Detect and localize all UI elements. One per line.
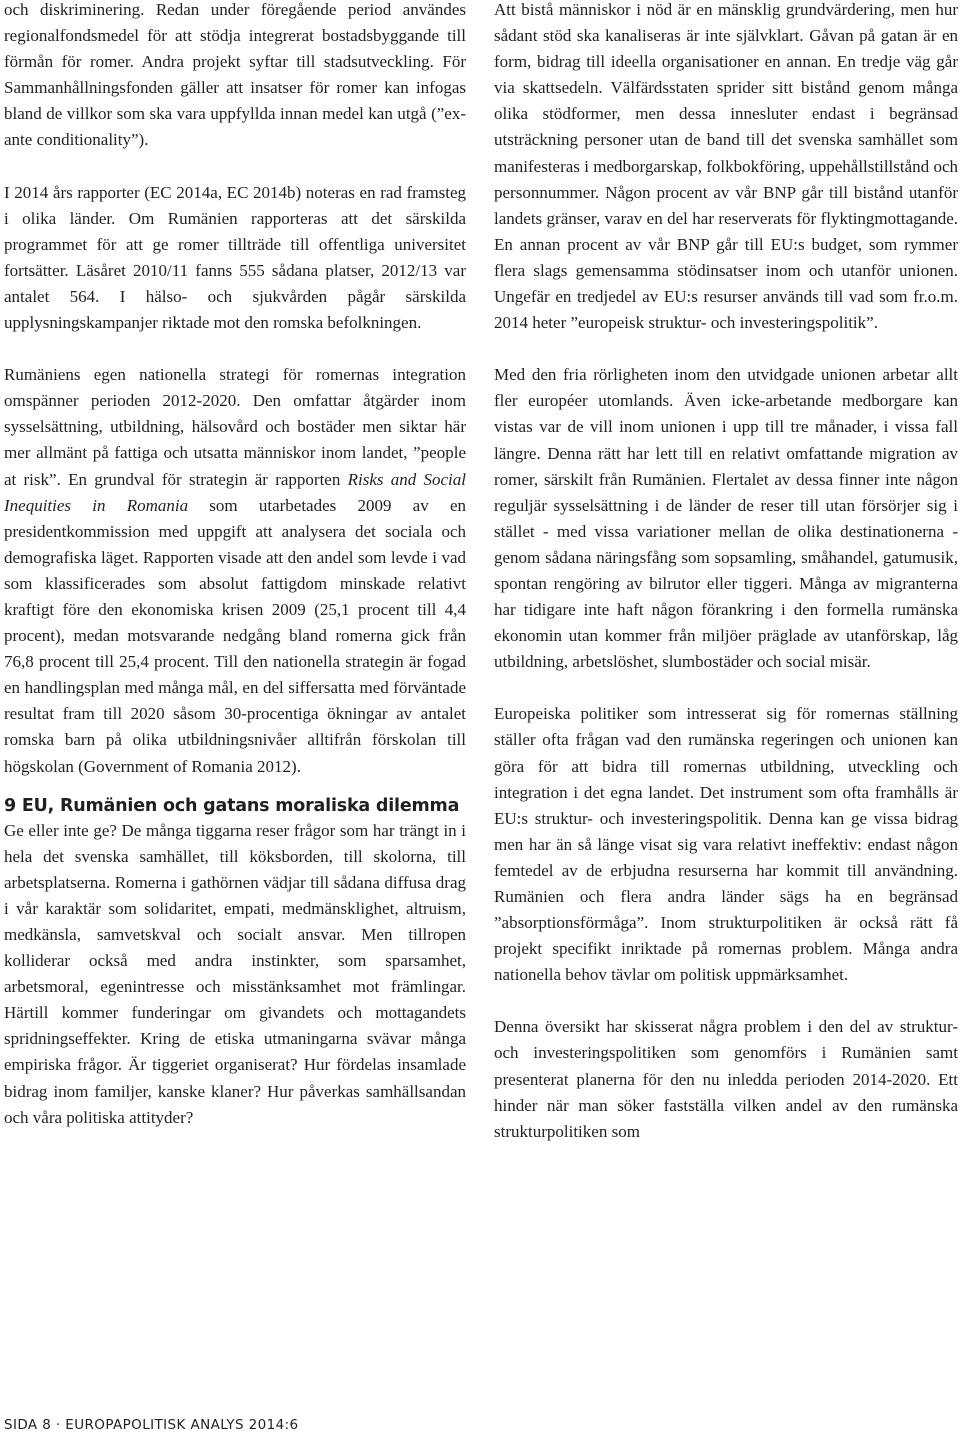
right-column xyxy=(494,0,958,1145)
right-paragraph-4: Denna översikt har skisserat några problem i den del av struktur- och investeringspolitiken som genomförs i Rumänien samt presenterat planerna för den nu inledda perioden 2014-2020. Ett hinder när man söker fastställa vilken andel av den rumänska strukturpolitiken som xyxy=(494,1017,958,1141)
left-paragraph-1: och diskriminering. Redan under föregående period användes regionalfondsmedel för att stödja integrerat bostadsbyggande till förmån för romer. Andra projekt syftar till stadsutveckling. För Sammanhållningsfonden gäller att insatser för romer kan infogas bland de villkor som ska vara uppfyllda innan medel kan utgå (”ex-ante conditionality”). xyxy=(4,0,466,150)
page-footer: SIDA 8 · EUROPAPOLITISK ANALYS 2014:6 xyxy=(4,1417,299,1432)
report-title-italic: Risks and Social Inequities in Romania xyxy=(4,469,466,515)
left-paragraph-3 xyxy=(4,362,466,780)
section-heading: 9 EU, Rumänien och gatans moraliska dilemma xyxy=(4,795,460,816)
right-paragraph-3: Europeiska politiker som intresserat sig för romernas ställning ställer ofta frågan vad den rumänska regeringen och unionen kan göra för att bidra till romernas utbildning, utveckling och integration i det egna landet. Det instrument som ofta framhålls är EU:s struktur- och investeringspolitik. Denna kan ge vissa bidrag men har än så länge visat sig vara relativt ineffektiv: endast någon femtedel av de erbjudna resurserna har kommit till användning. Rumänien och flera andra länder sägs ha en begränsad ”absorptionsförmåga”. Inom strukturpolitiken är också rätt få projekt specifikt inriktade på romernas problem. Många andra nationella behov tävlar om politisk uppmärksamhet. xyxy=(494,704,958,985)
right-paragraph-1: Att bistå människor i nöd är en mänsklig grundvärdering, men hur sådant stöd ska kanaliseras är inte självklart. Gåvan på gatan är en form, bidrag till ideella organisationer en annan. En tredje väg går via skattsedeln. Välfärdsstaten sprider sitt bistånd genom många olika stödformer, men dessa innesluter endast i begränsad utsträckning personer utan de band till det svenska samhället som manifesteras i medborgarskap, folkbokföring, uppehållstillstånd och personnummer. Någon procent av vår BNP går till bistånd utanför landets gränser, varav en del har reserverats för flyktingmottagande. En annan procent av vår BNP går till EU:s budget, som rymmer flera slags gemensamma stödinsatser inom och utanför unionen. Ungefär en tredjedel av EU:s resurser används till vad som fr.o.m. 2014 heter ”europeisk struktur- och investeringspolitik”. xyxy=(494,0,958,333)
left-paragraph-2: I 2014 års rapporter (EC 2014a, EC 2014b) noteras en rad framsteg i olika länder. Om Rumänien rapporteras att det särskilda programmet för att ge romer tillträde till offentliga universitet fortsätter. Läsåret 2010/11 fanns 555 sådana platser, 2012/13 var antalet 564. I hälso- och sjukvården pågår särskilda upplysningskampanjer riktade mot den romska befolkningen. xyxy=(4,182,466,333)
left-paragraph-4: Ge eller inte ge? De många tiggarna reser frågor som har trängt in i hela det svenska samhället, till köksborden, till skolorna, till arbetsplatserna. Romerna i gathörnen vädjar till sådana diffusa drag i vår karaktär som solidaritet, empati, medmänsklighet, altruism, medkänsla, samvetskval och socialt ansvar. Men tillropen kolliderar också med andra instinkter, som sparsamhet, arbetsmoral, egenintresse och misstänksamhet mot främlingar. Härtill kommer funderingar om givandets och mottagandets spridningseffekter. Kring de etiska utmaningarna svävar många empiriska frågor. Är tiggeriet organiserat? Hur fördelas insamlade bidrag inom familjer, kanske klaner? Hur påverkas samhällsandan och våra politiska attityder? xyxy=(4,820,466,1127)
left-paragraph-3-text-b: som utarbetades 2009 av en presidentkommission med uppgift att analysera det sociala och demografiska läget. Rapporten visade att den andel som levde i vad som klassificerades som absolut fattigdom minskade relativt kraftigt före den ekonomiska krisen 2009 (25,1 procent till 4,4 procent), medan motsvarande nedgång bland romerna gick från 76,8 procent till 25,4 procent. Till den nationella strategin är fogad en handlingsplan med många mål, en del siffersatta med förväntade resultat fram till 2020 såsom 30-procentiga ökningar av antalet romska barn på olika utbildningsnivåer alltifrån förskolan till högskolan (Government of Romania 2012). xyxy=(4,495,466,776)
left-column xyxy=(4,0,466,1131)
right-paragraph-2: Med den fria rörligheten inom den utvidgade unionen arbetar allt fler européer utomlands. Även icke-arbetande medborgare kan vistas var de vill inom unionen i upp till tre månader, i vissa fall längre. Denna rätt har lett till en relativt omfattande migration av romer, särskilt från Rumänien. Flertalet av dessa finner inte någon reguljär sysselsättning i de länder de reser till utan försörjer sig i stället - med vissa variationer mellan de olika destinationerna - genom sådana näringsfång som sopsamling, småhandel, gatumusik, spontan rengöring av bilrutor eller tiggeri. Många av migranterna har tidigare inte haft någon förankring i den formella rumänska ekonomin utan kommer från miljöer präglade av utanförskap, låg utbildning, arbetslöshet, slumbostäder och social misär. xyxy=(494,365,958,672)
left-paragraph-3-text-a: Rumäniens egen nationella strategi för romernas integration omspänner perioden 2012-2020. Den omfattar åtgärder inom sysselsättning, utbildning, hälsovård och bostäder men siktar här mer allmänt på fattiga och utsatta människor inom landet, ”people at risk”. En grundval för strategin är rapporten xyxy=(4,365,466,489)
